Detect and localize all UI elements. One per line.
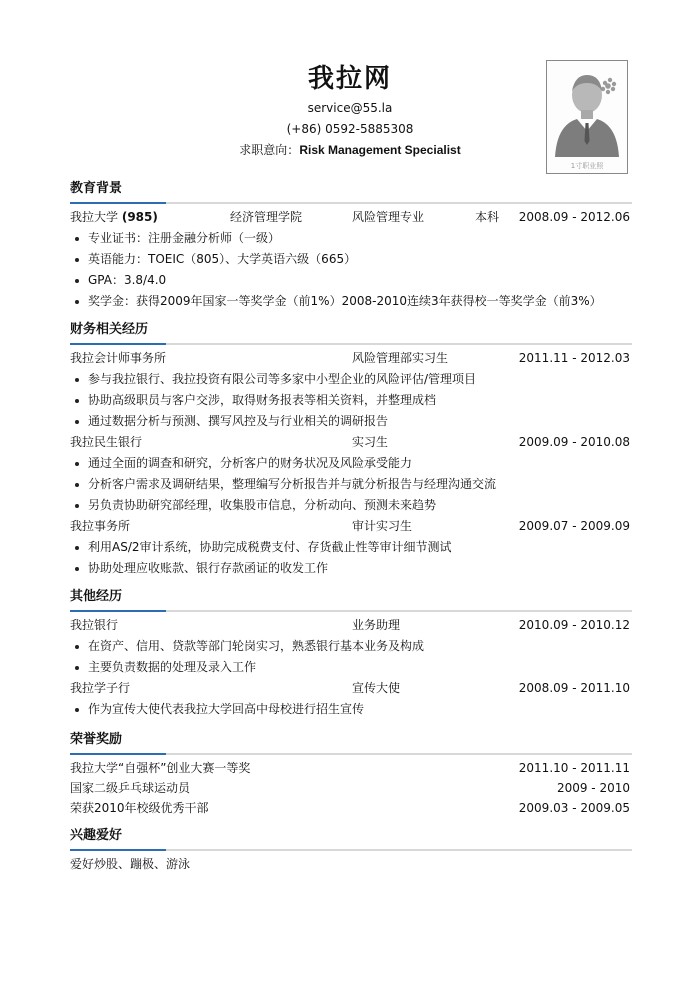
job-intent-value: Risk Management Specialist	[299, 143, 461, 157]
education-row	[70, 207, 632, 228]
list-item: 协助高级职员与客户交涉，取得财务报表等相关资料，并整理成档	[70, 390, 632, 411]
honor-dates: 2009 - 2010	[556, 781, 630, 795]
list-item: 通过数据分析与预测、撰写风控及与行业相关的调研报告	[70, 411, 632, 432]
section-title-other: 其他经历	[70, 589, 123, 604]
honor-item: 荣获2010年校级优秀干部 2009.03 - 2009.05	[70, 798, 632, 818]
profile-photo	[546, 60, 628, 174]
list-item: 奖学金：获得2009年国家一等奖学金（前1%）2008-2010连续3年获得校一等奖学金（前3%）	[70, 291, 632, 312]
honors-section	[70, 729, 632, 818]
candidate-name: 我拉网	[307, 64, 392, 94]
list-item: 分析客户需求及调研结果，整理编写分析报告并与就分析报告与经理沟通交流	[70, 474, 632, 495]
job-org: 我拉事务所	[70, 519, 131, 533]
job-org: 我拉民生银行	[70, 435, 143, 449]
photo-label: 1寸职业照	[570, 162, 604, 170]
section-divider	[70, 343, 632, 345]
list-item: GPA：3.8/4.0	[70, 270, 632, 291]
job-row	[70, 432, 632, 453]
job-role: 宣传大使	[352, 681, 401, 695]
honor-item: 国家二级乒乓球运动员 2009 - 2010	[70, 778, 632, 798]
job-org: 我拉银行	[70, 618, 119, 632]
list-item: 在资产、信用、贷款等部门轮岗实习，熟悉银行基本业务及构成	[70, 636, 632, 657]
job-role: 业务助理	[352, 618, 401, 632]
list-item: 主要负责数据的处理及录入工作	[70, 657, 632, 678]
job-row	[70, 516, 632, 537]
hobbies-text: 爱好炒股、蹦极、游泳	[70, 857, 191, 871]
section-divider	[70, 753, 632, 755]
list-item: 利用AS/2审计系统，协助完成税费支付、存货截止性等审计细节测试	[70, 537, 632, 558]
job-role: 实习生	[352, 435, 389, 449]
job-dates: 2009.09 - 2010.08	[518, 435, 630, 449]
job-org: 我拉会计师事务所	[70, 351, 167, 365]
job-dates: 2009.07 - 2009.09	[518, 519, 630, 533]
person-silhouette-icon	[547, 61, 627, 173]
list-item: 专业证书：注册金融分析师（一级）	[70, 228, 632, 249]
honor-item: 我拉大学“自强杯”创业大赛一等奖 2011.10 - 2011.11	[70, 758, 632, 778]
job-row	[70, 678, 632, 699]
list-item: 参与我拉银行、我拉投资有限公司等多家中小型企业的风险评估/管理项目	[70, 369, 632, 390]
degree: 本科	[475, 210, 500, 224]
job-intent-label: 求职意向：	[239, 143, 300, 157]
education-dates: 2008.09 - 2012.06	[518, 210, 630, 224]
section-title-hobbies: 兴趣爱好	[70, 828, 123, 843]
section-title-education: 教育背景	[70, 181, 123, 196]
list-item: 英语能力：TOEIC（805）、大学英语六级（665）	[70, 249, 632, 270]
job-row	[70, 348, 632, 369]
school-name: 我拉大学 (985)	[70, 210, 158, 224]
list-item: 协助处理应收账款、银行存款函证的收发工作	[70, 558, 632, 579]
section-title-honors: 荣誉奖励	[70, 732, 123, 747]
job-row	[70, 615, 632, 636]
list-item: 另负责协助研究部经理，收集股市信息，分析动向、预测未来趋势	[70, 495, 632, 516]
finance-experience-section	[70, 319, 632, 579]
section-divider	[70, 202, 632, 204]
education-section	[70, 178, 632, 312]
job-org: 我拉学子行	[70, 681, 131, 695]
section-title-finance: 财务相关经历	[70, 322, 149, 337]
list-item: 作为宣传大使代表我拉大学回高中母校进行招生宣传	[70, 699, 632, 720]
contact-email: service@55.la	[307, 101, 393, 115]
section-divider	[70, 610, 632, 612]
honor-dates: 2009.03 - 2009.05	[518, 801, 630, 815]
job-dates: 2011.11 - 2012.03	[518, 351, 630, 365]
job-role: 风险管理部实习生	[352, 351, 449, 365]
other-experience-section	[70, 586, 632, 720]
job-dates: 2008.09 - 2011.10	[518, 681, 630, 695]
job-dates: 2010.09 - 2010.12	[518, 618, 630, 632]
section-divider	[70, 849, 632, 851]
hobbies-section	[70, 825, 632, 874]
major-name: 风险管理专业	[352, 210, 425, 224]
list-item: 通过全面的调查和研究，分析客户的财务状况及风险承受能力	[70, 453, 632, 474]
college-name: 经济管理学院	[230, 210, 303, 224]
honor-dates: 2011.10 - 2011.11	[518, 761, 630, 775]
contact-phone: (+86) 0592-5885308	[286, 122, 414, 136]
job-role: 审计实习生	[352, 519, 413, 533]
